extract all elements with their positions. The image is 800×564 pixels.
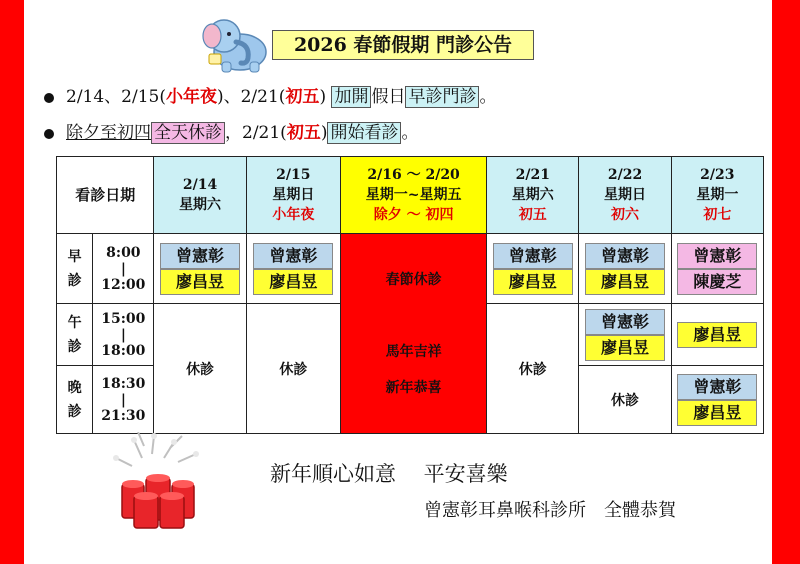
notice1-b: )、2/21( [216,87,286,107]
doctor-liao: 廖昌昱 [160,269,240,295]
doctor-zeng: 曾憲彰 [585,243,665,269]
bullet-icon [44,93,54,103]
doctor-liao: 廖昌昱 [677,400,757,426]
notice2-c: ) [320,123,328,143]
notice-line-2 [44,118,418,143]
session-afternoon [57,304,93,366]
header-weekday: 星期一~星期五 [365,187,462,203]
doctor-zeng: 曾憲彰 [160,243,240,269]
header-weekday: 星期日 [272,187,315,203]
cell-0222-evening-closed: 休診 [579,366,671,434]
time-evening [93,366,154,434]
holiday-line-1: 春節休診 [385,271,442,288]
schedule-table [56,156,764,434]
header-col-4 [487,157,579,234]
header-date: 2/14 [182,177,218,193]
holiday-line-3: 新年恭喜 [385,379,442,396]
notice-page [24,0,772,564]
notice1-box2: 早診門診 [405,86,479,108]
cell-0214-morning [154,234,246,304]
cell-0215-closed: 休診 [246,304,340,434]
doctor-zeng: 曾憲彰 [585,309,665,335]
page-title: 2026 春節假期 門診公告 [272,30,534,60]
cell-0223-morning [671,234,763,304]
header-date: 2/22 [607,167,643,183]
header-col-6 [671,157,763,234]
time-end: 21:30 [101,407,146,424]
doctor-liao: 廖昌昱 [585,269,665,295]
clinic-signature: 曾憲彰耳鼻喉科診所 全體恭賀 [424,500,676,521]
cell-0223-afternoon [671,304,763,366]
session-evening [57,366,93,434]
doctor-zeng: 曾憲彰 [493,243,573,269]
time-end: 12:00 [101,276,146,293]
notice2-box2: 開始看診 [327,122,401,144]
cell-0222-morning [579,234,671,304]
notice1-red-b: 初五 [285,87,320,107]
cell-0221-closed: 休診 [487,304,579,434]
header-weekday: 星期日 [604,187,647,203]
header-col-3 [341,157,487,234]
time-sep: | [120,260,126,277]
header-col-2 [246,157,340,234]
doctor-liao: 廖昌昱 [253,269,333,295]
time-afternoon [93,304,154,366]
session-char-1: 午 [67,314,82,331]
cell-0223-evening [671,366,763,434]
header-weekday: 星期一 [696,187,739,203]
session-char-1: 晚 [67,379,82,396]
notice2-red: 初五 [286,123,321,143]
notice2-a: 除夕至初四 [66,123,151,143]
session-char-2: 診 [67,272,82,289]
row-morning [57,234,764,304]
cell-0214-closed: 休診 [154,304,246,434]
holiday-line-2: 馬年吉祥 [385,343,442,360]
cell-0215-morning [246,234,340,304]
doctor-liao: 廖昌昱 [585,335,665,361]
header-sub: 小年夜 [272,207,315,223]
firecracker-icon [102,432,232,534]
header-col-1 [154,157,246,234]
notice1-e: 。 [479,87,497,107]
header-sub: 除夕 ～ 初四 [373,207,454,223]
notice2-box: 全天休診 [151,122,225,144]
session-char-2: 診 [67,403,82,420]
elephant-icon [200,14,274,76]
time-sep: | [120,391,126,408]
header-sub: 初五 [518,207,547,223]
notice2-b: ，2/21( [225,123,287,143]
notice1-red-a: 小年夜 [165,87,217,107]
header-date: 2/21 [515,167,550,183]
notice1-a: 2/14、2/15( [66,87,166,107]
bullet-icon [44,129,54,139]
header-weekday: 星期六 [511,187,554,203]
doctor-zeng: 曾憲彰 [253,243,333,269]
notice1-box1: 加開 [331,86,371,108]
header-date: 2/23 [700,167,735,183]
holiday-closed-block [341,234,487,434]
cell-0221-morning [487,234,579,304]
header-date: 2/15 [276,167,311,183]
time-end: 18:00 [101,342,146,359]
header-col-5 [579,157,671,234]
time-start: 18:30 [101,375,146,392]
notice2-d: 。 [401,123,419,143]
doctor-zeng: 曾憲彰 [677,243,757,269]
time-sep: | [120,326,126,343]
time-start: 8:00 [106,244,141,261]
doctor-chen: 陳慶芝 [677,269,757,295]
cell-0222-afternoon [579,304,671,366]
doctor-liao: 廖昌昱 [493,269,573,295]
time-morning [93,234,154,304]
session-morning [57,234,93,304]
corner-label: 看診日期 [57,157,154,234]
header-date: 2/16 ～ 2/20 [367,167,460,183]
notice1-c: ) [319,87,332,107]
doctor-zeng: 曾憲彰 [677,374,757,400]
session-char-2: 診 [67,338,82,355]
header-weekday: 星期六 [179,197,222,213]
session-char-1: 早 [67,248,82,265]
header-sub: 初七 [703,207,732,223]
greeting-text: 新年順心如意 平安喜樂 [270,462,508,486]
time-start: 15:00 [101,310,146,327]
doctor-liao: 廖昌昱 [677,322,757,348]
notice-line-1 [44,82,496,107]
header-sub: 初六 [611,207,640,223]
notice1-d: 假日 [371,87,406,107]
